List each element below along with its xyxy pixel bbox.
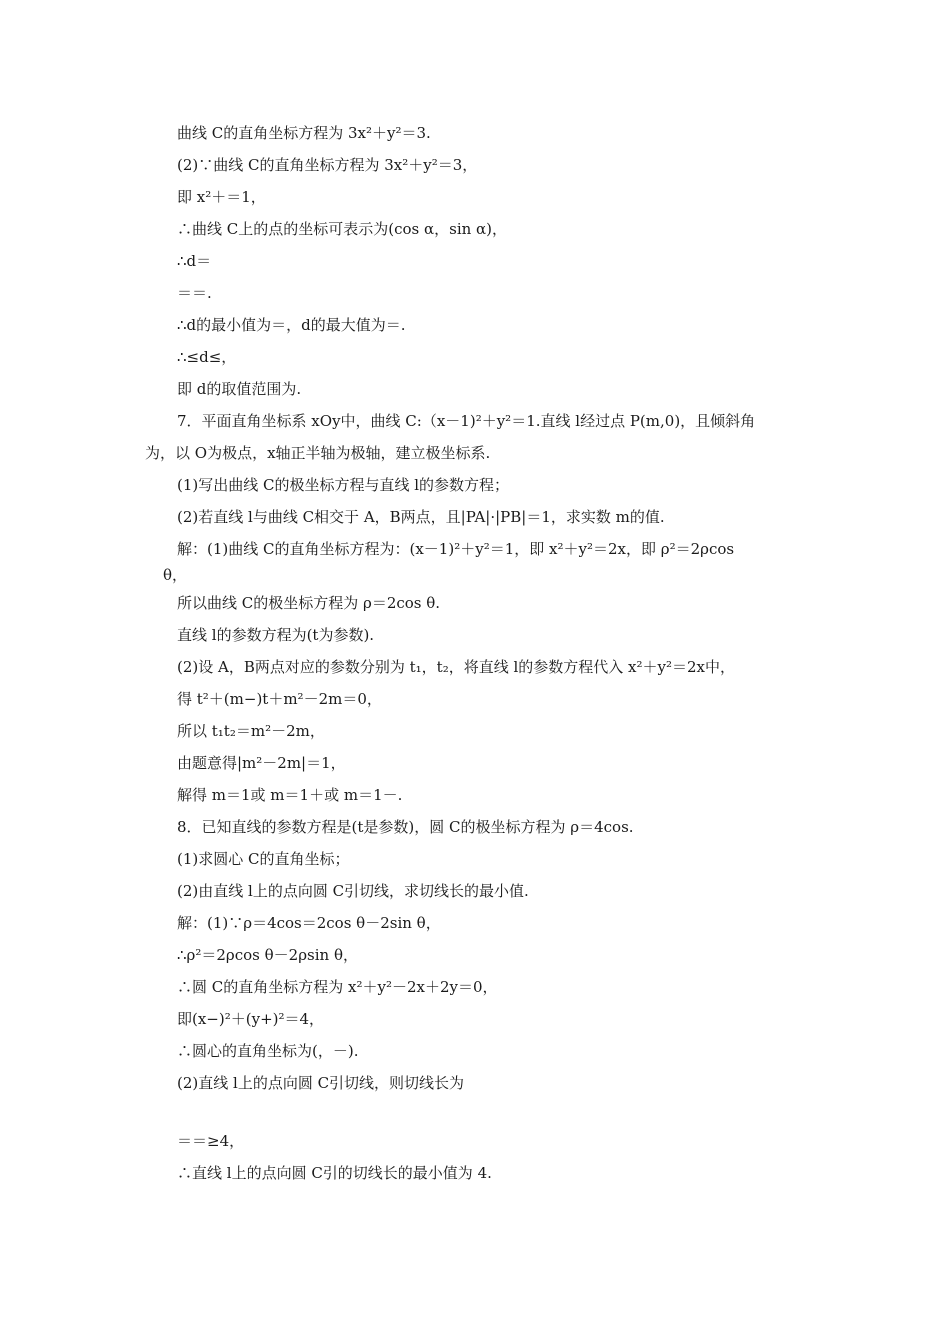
text-line: 即(x−)²＋(y+)²＝4， xyxy=(177,1010,325,1028)
text-line: θ， xyxy=(163,566,188,584)
text-line: ＝＝. xyxy=(177,284,212,302)
text-line: (1)写出曲线 C的极坐标方程与直线 l的参数方程； xyxy=(177,476,510,494)
text-line: (2)若直线 l与曲线 C相交于 A，B两点，且|PA|·|PB|＝1，求实数 m的值. xyxy=(177,508,665,526)
question-8-stem: 8．已知直线的参数方程是(t是参数)，圆 C的极坐标方程为 ρ＝4cos. xyxy=(177,818,634,836)
text-line: 所以 t₁t₂＝m²－2m， xyxy=(177,722,325,740)
text-line: (1)求圆心 C的直角坐标； xyxy=(177,850,350,868)
text-line: 所以曲线 C的极坐标方程为 ρ＝2cos θ. xyxy=(177,594,441,612)
text-line: ＝＝≥4， xyxy=(177,1132,245,1150)
text-line: ∴d＝ xyxy=(177,252,212,270)
text-line: (2)设 A，B两点对应的参数分别为 t₁，t₂，将直线 l的参数方程代入 x²＋y²＝2x中， xyxy=(177,658,736,676)
text-line: 即 x²＋＝1， xyxy=(177,188,266,206)
text-line: 解：(1)∵ρ＝4cos＝2cos θ－2sin θ， xyxy=(177,914,441,932)
text-line: 解：(1)曲线 C的直角坐标方程为：(x－1)²＋y²＝1，即 x²＋y²＝2x，即 ρ²＝2ρcos xyxy=(177,540,735,558)
text-line: ∴ρ²＝2ρcos θ－2ρsin θ， xyxy=(177,946,358,964)
text-line: (2)由直线 l上的点向圆 C引切线，求切线长的最小值. xyxy=(177,882,529,900)
text-line: 解得 m＝1或 m＝1＋或 m＝1－. xyxy=(177,786,403,804)
text-line: ∴圆心的直角坐标为(，－). xyxy=(177,1042,359,1060)
text-line: 为，以 O为极点，x轴正半轴为极轴，建立极坐标系. xyxy=(145,444,491,462)
text-line: ∴d的最小值为＝，d的最大值为＝. xyxy=(177,316,406,334)
question-7-stem: 7．平面直角坐标系 xOy中，曲线 C:（x－1)²＋y²＝1.直线 l经过点 P(m,0)，且倾斜角 xyxy=(177,412,756,430)
text-line: 由题意得|m²－2m|＝1， xyxy=(177,754,346,772)
text-line: ∴圆 C的直角坐标方程为 x²＋y²－2x＋2y＝0， xyxy=(177,978,498,996)
text-line: ∴≤d≤， xyxy=(177,348,237,366)
text-line: ∴曲线 C上的点的坐标可表示为(cos α，sin α)， xyxy=(177,220,508,238)
text-line: (2)∵曲线 C的直角坐标方程为 3x²＋y²＝3， xyxy=(177,156,478,174)
text-line: (2)直线 l上的点向圆 C引切线，则切线长为 xyxy=(177,1074,465,1092)
text-line: ∴直线 l上的点向圆 C引的切线长的最小值为 4. xyxy=(177,1164,492,1182)
text-line: 直线 l的参数方程为(t为参数). xyxy=(177,626,375,644)
text-line: 即 d的取值范围为. xyxy=(177,380,302,398)
text-line: 得 t²＋(m−)t＋m²－2m＝0， xyxy=(177,690,382,708)
text-line: 曲线 C的直角坐标方程为 3x²＋y²＝3. xyxy=(177,124,431,142)
